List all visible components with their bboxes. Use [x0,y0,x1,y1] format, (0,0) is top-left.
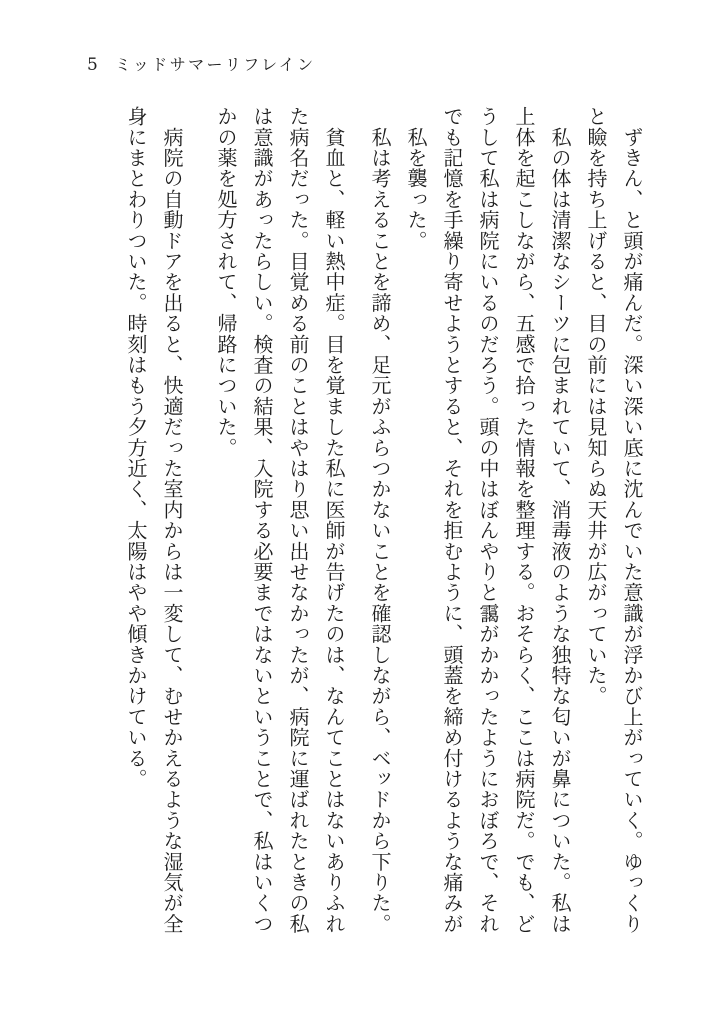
text-column-4: 上体を起こしながら、五感で拾った情報を整理する。おそらく、ここは病院だ。でも、ど [512,106,536,934]
text-column-3: 私の体は清潔なシーツに包まれていて、消毒液のような独特な匂いが鼻についた。私は [548,106,572,935]
text-column-8: 私は考えることを諦め、足元がふらつかないことを確認しながら、ベッドから下りた。 [368,106,392,934]
text-column-10: た病名だった。目覚める前のことはやはり思い出せなかったが、病院に運ばれたときの私 [286,106,310,934]
page-header [87,52,315,75]
text-column-2: と瞼を持ち上げると、目の前には見知らぬ天井が広がっていた。 [584,106,608,707]
text-column-9: 貧血と、軽い熱中症。目を覚ました私に医師が告げたのは、なんてことはないありふれ [322,106,346,934]
text-column-7: 私を襲った。 [404,106,428,251]
text-column-5: うして私は病院にいるのだろう。頭の中はぼんやりと靄がかかったようにおぼろで、それ [476,106,500,934]
text-column-12: かの薬を処方されて、帰路についた。 [214,106,238,458]
page-number: 5 [87,55,98,75]
text-column-11: は意識があったらしい。検査の結果、入院する必要まではないということで、私はいくつ [250,106,274,934]
text-column-14: 身にまとわりついた。時刻はもう夕方近く、太陽はやや傾きかけている。 [124,106,148,790]
running-title: ミッドサマーリフレイン [114,55,316,74]
text-body [118,106,650,938]
text-column-13: 病院の自動ドアを出ると、快適だった室内からは一変して、むせかえるような湿気が全 [160,106,184,934]
text-column-6: でも記憶を手繰り寄せようとすると、それを拒むように、頭蓋を締め付けるような痛みが [440,106,464,934]
text-column-1: ずきん、と頭が痛んだ。深い深い底に沈んでいた意識が浮かび上がっていく。ゆっくり [620,106,644,934]
